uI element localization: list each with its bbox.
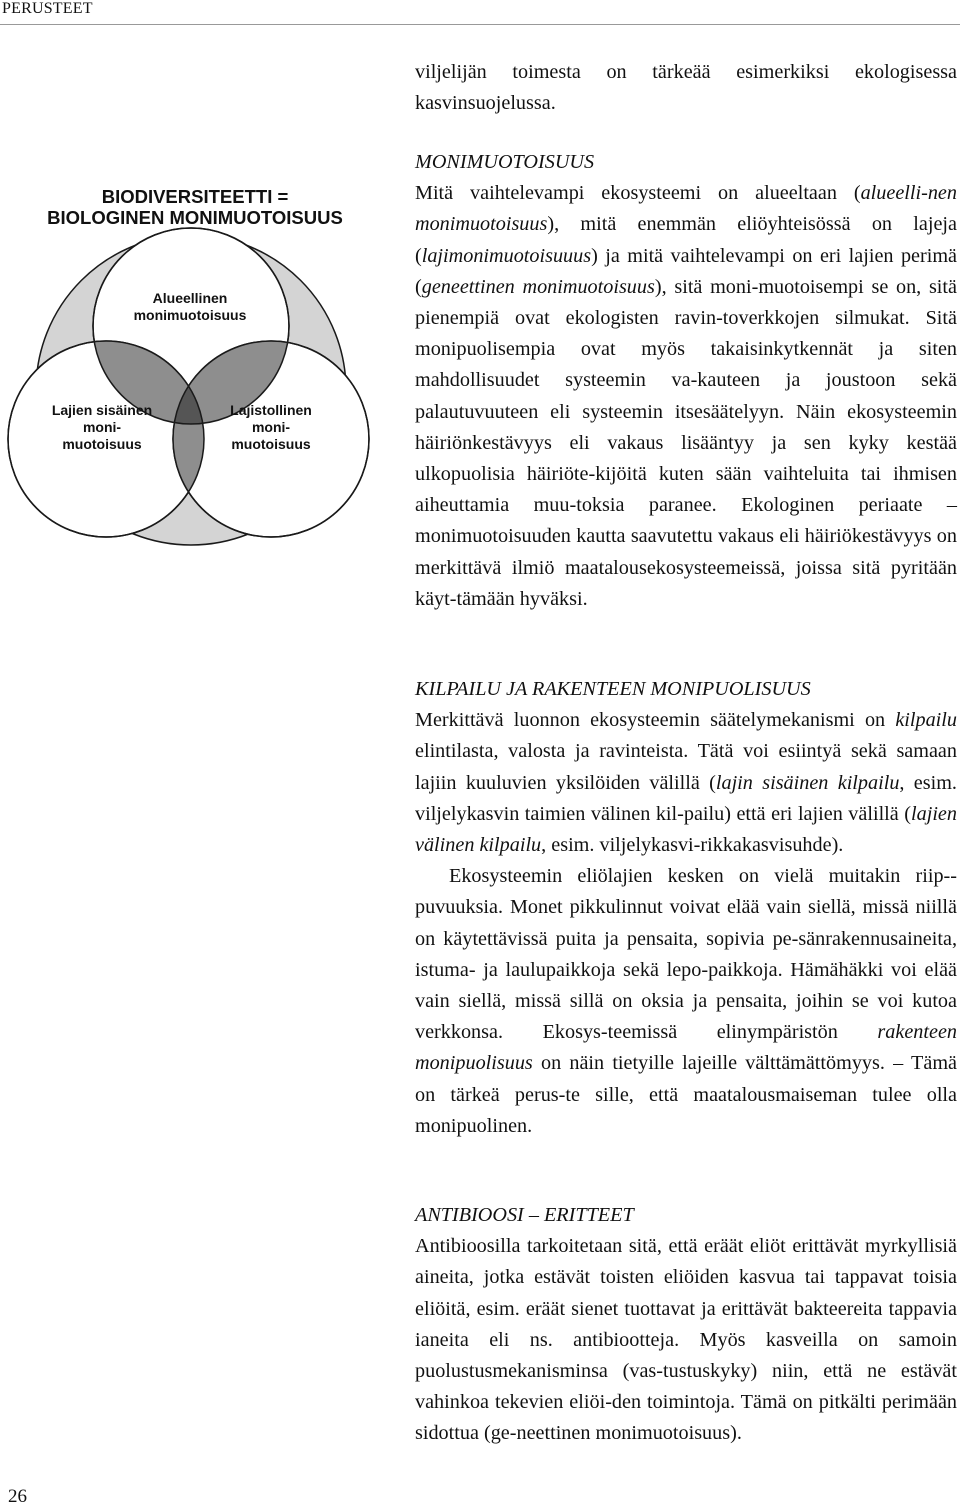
label-species-1: Lajistollinen [230,402,312,418]
intro-paragraph: viljelijän toimesta on tärkeää esimerkiksi ekologisessa kasvinsuojelussa. [415,61,957,115]
paragraph-kilpailu-2 [415,861,957,1142]
italic-term: alueelli-nen monimuotoisuus [415,182,957,236]
text-run: , esim. viljelykasvi-rikkakasvisuhde). [541,834,844,857]
section-monimuotoisuus [415,147,957,615]
label-species-2: moni- [251,419,291,435]
italic-term: lajin sisäinen kilpailu [715,771,900,794]
figure-title-line-2: BIOLOGINEN MONIMUOTOISUUS [47,207,343,228]
italic-term: rakenteen monipuolisuus [415,1021,957,1075]
intro-block [415,57,957,119]
text-run: on näin tietyille lajeille välttämättömyys. – Tämä on tärkeä perus-te sille, että maatalousmaiseman tulee olla monipuolinen. [415,1052,957,1137]
paragraph-kilpailu-1 [415,705,957,861]
page-number: 26 [8,1486,27,1507]
section-antibioosi [415,1200,957,1450]
section-label: PERUSTEET [2,0,93,17]
section-kilpailu [415,674,957,1142]
text-run: Ekosysteemin eliölajien kesken on vielä muitakin riip-puvuuksia. Monet pikkulinnut voivat elää vain siellä, missä niillä on käytettävissä puita ja pensaita, sopivia pe-sänrakennusaineita, istuma- ja laulupaikkoja sekä lepo-paikkoja. Hämähäkki voi elää vain siellä, missä sillä on oksia ja pensaita, joihin se voi kutoa verkkonsa. Ekosys-teemissä elinympäristön [415,865,957,1044]
label-within-3: muotoisuus [62,436,142,452]
label-regional-2: monimuotoisuus [133,307,247,323]
italic-term: lajimonimuotoisuuus [421,244,592,267]
figure-title-line-1: BIODIVERSITEETTI = [101,186,289,207]
section-heading-antibioosi: ANTIBIOOSI – ERITTEET [415,1204,634,1226]
italic-term: lajien välinen kilpailu [415,802,957,857]
italic-term: kilpailu [895,709,957,732]
text-run: elintilasta, valosta ja ravinteista. Tätä voi esiintyä sekä samaan lajiin kuuluvien yksilöiden välillä ( [415,740,957,794]
text-run: ), sitä moni-muotoisempi se on, sitä pienempiä ovat ekologisten ravin-toverkkojen silmukat. Sitä monipuolisempia ovat myös takaisinkytkennät ja siten mahdollisuudet systeemin va-kauteen ja joustoon sekä palautuvuuteen eli systeemin itsesäätelyyn. Näin ekosysteemin häiriönkestävyys eli vakaus lisääntyy ja sen kyky kestää ulkopuolisia häiriöte-kijöitä kuten sään vaihteluita tai ihmisen aiheuttamia muu-toksia paranee. Ekologinen periaate – monimuotoisuuden kautta saavutettu vakaus eli häiriökestävyys on merkittävä ilmiö maatalousekosysteemeissä, joissa sitä pyritään käyt-tämään hyväksi. [415,275,957,610]
section-heading-monimuotoisuus: MONIMUOTOISUUS [415,151,595,173]
text-run: Merkittävä luonnon ekosysteemin säätelymekanismi on [415,709,896,732]
label-regional-1: Alueellinen [152,290,228,306]
paragraph-monimuotoisuus [415,178,957,615]
label-species-3: muotoisuus [231,436,311,452]
text-run: ), mitä enemmän eliöyhteisössä on lajeja ( [415,213,957,267]
label-within-2: moni- [82,419,122,435]
italic-term: geneettinen monimuotoisuus [421,275,655,298]
text-run: ) ja mitä vaihtelevampi on eri lajien perimä ( [415,244,957,298]
label-within-1: Lajien sisäinen [51,402,153,418]
text-run: Mitä vaihtelevampi ekosysteemi on alueeltaan ( [415,182,861,205]
biodiversity-venn-diagram [0,0,400,560]
text-run: , esim. viljelykasvin taimien välinen kil-pailu) että eri lajien välillä ( [415,771,957,825]
section-heading-kilpailu: KILPAILU JA RAKENTEEN MONIPUOLISUUS [415,678,811,700]
paragraph-antibioosi: Antibioosilla tarkoitetaan sitä, että eräät eliöt erittävät myrkyllisiä aineita, jotka estävät toisten eliöiden kasvua tai tappavat toisia eliöitä, esim. eräät sienet tuottavat ja erittävät bakteereita tappavia ianeita eli ns. antibiootteja. Myös kasveilla on samoin puolustusmekanisminsa (vas-tustuskyky) niin, että ne estävät vahinkoa tekevien eliöi-den toimintoja. Tämä on pitkälti perimään sidottua (ge-neettinen monimuotoisuus). [415,1235,957,1445]
